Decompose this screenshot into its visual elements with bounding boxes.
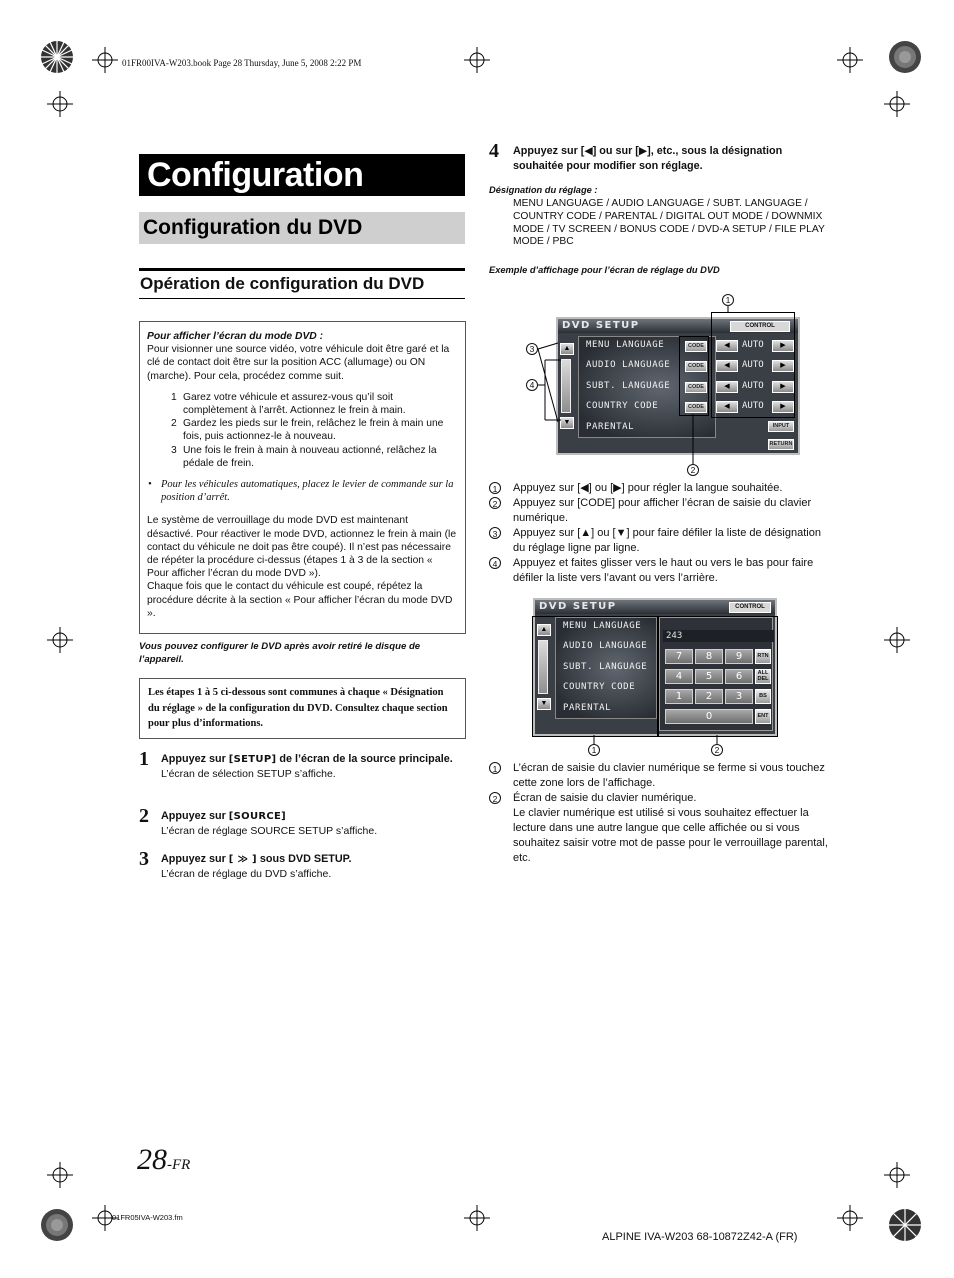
right-arrow-button[interactable]: ▶ — [772, 340, 794, 352]
list-item[interactable]: MENU LANGUAGE — [563, 621, 642, 631]
step-4: 4 Appuyez sur [◀] ou sur [▶], etc., sous la désignation souhaitée pour modifier son réglage. — [489, 140, 783, 172]
code-button[interactable]: CODE — [685, 382, 707, 393]
callout-2: 2 — [687, 464, 699, 476]
screen-title: DVD SETUP — [562, 320, 640, 331]
step-2: 2 Appuyez sur [SOURCE] L’écran de réglage SOURCE SETUP s’affiche. — [139, 805, 378, 837]
setting-value: AUTO — [742, 401, 764, 411]
scroll-up-button[interactable]: ▲ — [560, 343, 574, 355]
left-arrow-button[interactable]: ◀ — [716, 401, 738, 413]
legend-item: 3 Appuyez sur [▲] ou [▼] pour faire défiler la liste de désignation du réglage ligne par ligne. — [489, 526, 829, 556]
input-button[interactable]: INPUT — [768, 421, 794, 432]
box1-note: • Pour les véhicules automatiques, placez le levier de commande sur la position d’arrêt. — [148, 479, 454, 504]
designation-list: MENU LANGUAGE / AUDIO LANGUAGE / SUBT. LANGUAGE / COUNTRY CODE / PARENTAL / DIGITAL OUT MODE / DOWNMIX MODE / TV SCREEN / BONUS CODE / DVD-A SETUP / FILE PLAY MODE / PBC — [513, 198, 825, 248]
list-item[interactable]: PARENTAL — [586, 422, 635, 432]
footer-file-name: 01FR05IVA-W203.fm — [112, 1213, 183, 1222]
example-label: Exemple d’affichage pour l’écran de réglage du DVD — [489, 265, 720, 275]
callout-1: 1 — [722, 294, 734, 306]
designation-label: Désignation du réglage : — [489, 185, 598, 195]
setting-value: AUTO — [742, 340, 764, 350]
section-heading: Opération de configuration du DVD — [139, 268, 465, 299]
callout-2: 2 — [711, 744, 723, 756]
footer-model: ALPINE IVA-W203 68-10872Z42-A (FR) — [602, 1231, 798, 1243]
legend-screen2 — [489, 761, 829, 866]
legend-item: 4 Appuyez et faites glisser vers le haut ou vers le bas pour faire défiler la liste vers l’avant ou vers l’arrière. — [489, 556, 829, 586]
right-arrow-button[interactable]: ▶ — [772, 381, 794, 393]
legend-item: 1 L’écran de saisie du clavier numérique se ferme si vous touchez cette zone lors de l’affichage. — [489, 761, 829, 791]
control-button[interactable]: CONTROL — [729, 602, 771, 613]
list-item[interactable]: SUBT. LANGUAGE — [563, 662, 648, 672]
setting-value: AUTO — [742, 381, 764, 391]
left-arrow-button[interactable]: ◀ — [716, 360, 738, 372]
all-delete-button[interactable]: ALL DEL — [755, 669, 771, 684]
list-item[interactable]: PARENTAL — [563, 703, 612, 713]
list-item[interactable]: COUNTRY CODE — [586, 401, 659, 411]
key-2[interactable]: 2 — [695, 689, 723, 704]
enter-button[interactable]: ENT — [755, 709, 771, 724]
page-number: 28-FR — [137, 1143, 191, 1176]
italic-note: Vous pouvez configurer le DVD après avoir retiré le disque de l’appareil. — [139, 641, 421, 665]
list-item: 2 Gardez les pieds sur le frein, relâchez le frein à main une fois, puis actionnez-le à nouveau. — [171, 418, 444, 443]
left-arrow-button[interactable]: ◀ — [716, 381, 738, 393]
code-button[interactable]: CODE — [685, 402, 707, 413]
legend-item: 2 Appuyez sur [CODE] pour afficher l’écran de saisie du clavier numérique. — [489, 496, 829, 526]
code-button[interactable]: CODE — [685, 361, 707, 372]
key-1[interactable]: 1 — [665, 689, 693, 704]
list-item[interactable]: COUNTRY CODE — [563, 682, 636, 692]
right-arrow-button[interactable]: ▶ — [772, 401, 794, 413]
control-button[interactable]: CONTROL — [730, 321, 790, 332]
key-5[interactable]: 5 — [695, 669, 723, 684]
key-7[interactable]: 7 — [665, 649, 693, 664]
list-item[interactable]: AUDIO LANGUAGE — [563, 641, 648, 651]
right-arrow-button[interactable]: ▶ — [772, 360, 794, 372]
print-header-file-info: 01FR00IVA-W203.book Page 28 Thursday, June 5, 2008 2:22 PM — [122, 58, 362, 68]
section-subtitle: Configuration du DVD — [139, 212, 465, 244]
keypad-display: 243 — [663, 630, 774, 642]
box1-paragraph: Le système de verrouillage du mode DVD est maintenant désactivé. Pour réactiver le mode DVD, actionnez le frein à main (le contact du véhicule ne doit pas être coupé). Il n’est pas nécessaire de répéter la procédure ci-dessus (étapes 1 à 3 de la section « Pour afficher l’écran du mode DVD »). Chaque fois que le contact du véhicule est coupé, répétez la procédure décrite à la section « Pour afficher l’écran du mode DVD ». — [147, 515, 457, 619]
setting-value: AUTO — [742, 360, 764, 370]
key-6[interactable]: 6 — [725, 669, 753, 684]
legend-item: 1 Appuyez sur [◀] ou [▶] pour régler la langue souhaitée. — [489, 481, 829, 496]
callout-1: 1 — [588, 744, 600, 756]
backspace-button[interactable]: BS — [755, 689, 771, 704]
scroll-down-button[interactable]: ▼ — [560, 417, 574, 429]
scroll-up-button[interactable]: ▲ — [537, 624, 551, 636]
list-item: 1 Garez votre véhicule et assurez-vous qu’il soit complètement à l’arrêt. Actionnez le frein à main. — [171, 391, 406, 417]
key-9[interactable]: 9 — [725, 649, 753, 664]
list-item[interactable]: AUDIO LANGUAGE — [586, 360, 671, 370]
key-8[interactable]: 8 — [695, 649, 723, 664]
list-item[interactable]: MENU LANGUAGE — [586, 340, 665, 350]
callout-3: 3 — [526, 343, 538, 355]
left-arrow-button[interactable]: ◀ — [716, 340, 738, 352]
rtn-button[interactable]: RTN — [755, 649, 771, 664]
step-3: 3 Appuyez sur [ ≫ ] sous DVD SETUP. L’écran de réglage du DVD s’affiche. — [139, 848, 352, 880]
screen-title: DVD SETUP — [539, 601, 617, 612]
key-4[interactable]: 4 — [665, 669, 693, 684]
list-item[interactable]: SUBT. LANGUAGE — [586, 381, 671, 391]
list-item: 3 Une fois le frein à main à nouveau actionné, relâchez la pédale de frein. — [171, 444, 437, 469]
key-0[interactable]: 0 — [665, 709, 753, 724]
scroll-down-button[interactable]: ▼ — [537, 698, 551, 710]
box1-intro: Pour visionner une source vidéo, votre véhicule doit être garé et la clé de contact doit être sur la position ACC (allumage) ou ON (marche). Pour cela, procédez comme suit. — [147, 344, 450, 382]
key-3[interactable]: 3 — [725, 689, 753, 704]
legend-item: 2 Écran de saisie du clavier numérique. Le clavier numérique est utilisé si vous souhaitez effectuer la lecture dans une autre langue que celle affichée ou si vous souhaitez saisir votre mot de passe pour le verrouillage parental, etc. — [489, 791, 829, 866]
box1-heading: Pour afficher l’écran du mode DVD : — [147, 331, 324, 342]
steps-common-box: Les étapes 1 à 5 ci-dessous sont communes à chaque « Désignation du réglage » de la configuration du DVD. Consultez chaque section pour plus d’informations. — [139, 678, 466, 739]
return-button[interactable]: RETURN — [768, 439, 794, 450]
callout-4: 4 — [526, 379, 538, 391]
page-title: Configuration — [139, 154, 465, 196]
code-button[interactable]: CODE — [685, 341, 707, 352]
step-1: 1 Appuyez sur [SETUP] de l’écran de la source principale. L’écran de sélection SETUP s’affiche. — [139, 748, 453, 780]
